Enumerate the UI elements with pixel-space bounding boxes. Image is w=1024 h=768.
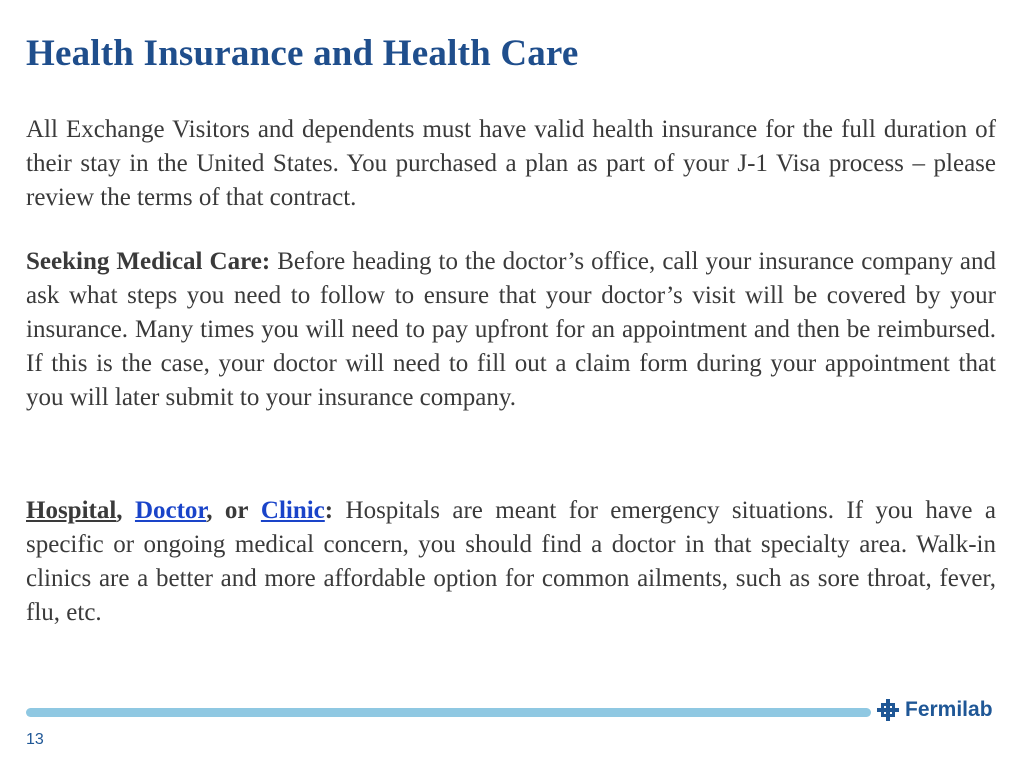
seeking-care-text: Before heading to the doctor’s office, call your insurance company and ask what steps you need to follow to ensure that your doctor’s visit will be covered by your insurance. Many times you will need to pay upfront for an appointment and then be reimbursed. If this is the case, your doctor will need to fill out a claim form during your appointment that you will later submit to your insurance company. [26,248,996,411]
hospital-paragraph [26,494,996,630]
separator-colon: : [324,497,334,524]
intro-paragraph: All Exchange Visitors and dependents must have valid health insurance for the full duration of their stay in the United States. You purchased a plan as part of your J-1 Visa process – please review the terms of that contract. [26,116,996,211]
slide-title: Health Insurance and Health Care [26,33,579,74]
fermilab-logo-icon [876,698,900,722]
seeking-care-paragraph [26,245,996,415]
separator-or: , or [206,497,249,524]
doctor-link[interactable]: Doctor [134,497,207,524]
page-number: 13 [26,731,44,748]
seeking-care-label: Seeking Medical Care: [26,248,271,275]
fermilab-logo [876,698,993,722]
hospital-link[interactable]: Hospital [26,497,117,524]
separator-comma: , [116,497,123,524]
hospital-text: Hospitals are meant for emergency situations. If you have a specific or ongoing medical concern, you should find a doctor in that specialty area. Walk-in clinics are a better and more affordable option for common ailments, such as sore throat, fever, flu, etc. [26,497,997,626]
footer-bar [26,708,871,717]
clinic-link[interactable]: Clinic [260,497,325,524]
logo-text: Fermilab [905,698,993,721]
